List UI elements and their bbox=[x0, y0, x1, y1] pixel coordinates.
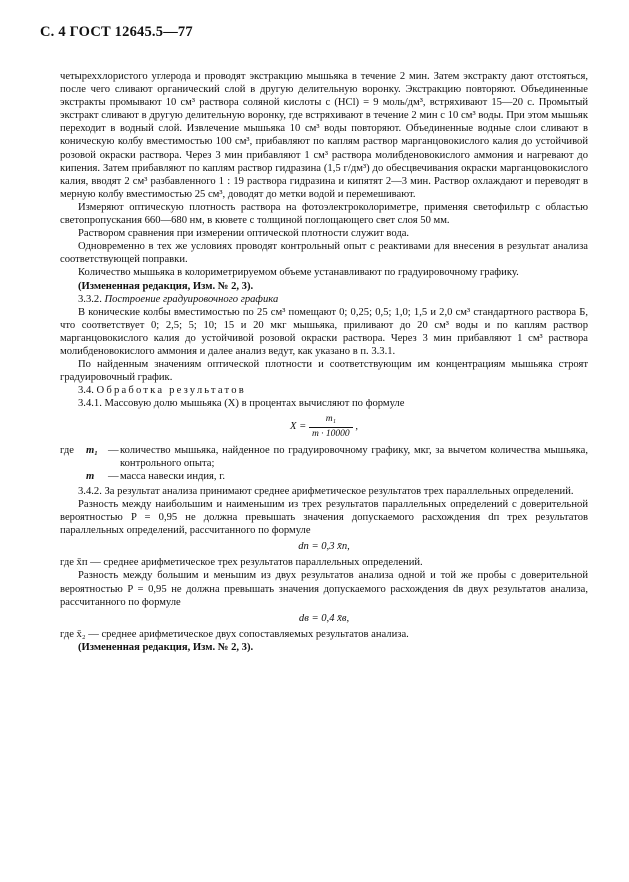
paragraph-arsenic-amount: Количество мышьяка в колориметрируемом объеме устанавливают по градуировочному графику. bbox=[78, 267, 519, 279]
definition-symbol-m: m bbox=[86, 470, 95, 482]
paragraph-calibration: В конические колбы вместимостью по 25 см³ помещают 0; 0,25; 0,5; 1,0; 1,5 и 2,0 см³ стандартного раствора Б, что соответствует 0; 2,5; 5; 10; 15 и 20 мкг мышьяка, приливают до 20 см³ воды и по каплям раствор марганцовокислого калия до устойчивой розовой окраски раствора. Через 3 мин прибавляют 1 см³ раствора молибденовокислого аммония и далее анализ ведут, как указано в п. 3.3.1. bbox=[60, 306, 588, 357]
definition-text-m: масса навески индия, г. bbox=[120, 470, 226, 482]
definition-text-m1: количество мышьяка, найденное по градуировочному графику, мкг, за вычетом количества мышьяка, контрольного опыта; bbox=[120, 444, 588, 469]
formula-definitions bbox=[60, 444, 588, 483]
formula-dp: dп = 0,3 x̄п, bbox=[298, 541, 350, 553]
paragraph-reference-solution: Раствором сравнения при измерении оптической плотности служит вода. bbox=[78, 228, 410, 240]
paragraph-dp-definition: где x̄п — среднее арифметическое трех результатов параллельных определений. bbox=[60, 557, 423, 569]
edit-note-1: (Измененная редакция, Изм. № 2, 3). bbox=[78, 280, 254, 292]
paragraph-control-test: Одновременно в тех же условиях проводят контрольный опыт с реактивами для внесения в результат анализа соответствующей поправки. bbox=[60, 241, 588, 266]
paragraph-extraction: четыреххлористого углерода и проводят экстракцию мышьяка в течение 2 мин. Затем экстракту дают отстояться, после чего сливают органический слой в другую делительную воронку. Экстракцию повторяют. Объединенные экстракты промывают 10 см³ раствора соляной кислоты c (HCl) = 9 моль/дм³, встряхивают 15—20 с. Промытый экстракт сливают в другую делительную воронку, где встряхивают в течение 2 мин с 10 см³ воды. При этом мышьяк переходит в водный слой. Извлечение мышьяка 10 см³ воды повторяют. Объединенные водные слои сливают в коническую колбу вместимостью 100 см³, прибавляют по каплям раствор марганцовокислого калия до устойчивой розовой окраски раствора. Через 3 мин прибавляют 1 см³ раствора молибденовокислого аммония и нагревают до кипения. Затем прибавляют по каплям раствор гидразина (1,5 г/дм³) до обесцвечивания окраски марганцовокислого калия, вводят 2 см³ разбавленного 1 : 19 раствора гидразина и кипятят 2—3 мин. Раствор охлаждают и переводят в мерную колбу вместимостью 25 см³, доводят до метки водой и перемешивают. bbox=[60, 71, 588, 200]
paragraph-mass-fraction: 3.4.1. Массовую долю мышьяка (X) в процентах вычисляют по формуле bbox=[78, 398, 405, 410]
definition-symbol-m1: m₁ bbox=[86, 444, 98, 456]
paragraph-dv-definition: где x̄₂ — среднее арифметическое двух сопоставляемых результатов анализа. bbox=[60, 628, 409, 640]
formula-mass-fraction bbox=[60, 413, 588, 440]
definition-lead: где bbox=[60, 444, 74, 456]
formula-dv: dв = 0,4 x̄в, bbox=[298, 612, 350, 624]
definition-row bbox=[60, 470, 588, 483]
formula-lhs: X = bbox=[290, 421, 307, 433]
formula-numerator: m₁ bbox=[309, 413, 353, 427]
paragraph-calibration-graph: По найденным значениям оптической плотности и соответствующим им концентрациям мышьяка строят градуировочный график. bbox=[60, 359, 588, 384]
paragraph-3-4-2: 3.4.2. За результат анализа принимают среднее арифметическое результатов трех параллельных определений. bbox=[78, 485, 574, 497]
formula-comma: , bbox=[355, 421, 358, 433]
definition-row bbox=[60, 444, 588, 470]
section-3-4-heading bbox=[60, 384, 588, 397]
section-3-4-title: Обработка результатов bbox=[96, 385, 246, 397]
section-3-3-2-heading bbox=[60, 293, 588, 306]
edit-note-2: (Измененная редакция, Изм. № 2, 3). bbox=[78, 641, 254, 653]
section-3-3-2-title: Построение градуировочного графика bbox=[104, 293, 279, 305]
definition-dash: — bbox=[108, 470, 119, 482]
formula-fraction bbox=[309, 413, 353, 440]
paragraph-parallel-difference: Разность между наибольшим и наименьшим из трех результатов параллельных определений с доверительной вероятностью P = 0,95 не должна превышать значения допускаемого расхождения dп трех результатов параллельных определений, рассчитанного по формуле bbox=[60, 499, 588, 537]
paragraph-analysis-difference: Разность между большим и меньшим из двух результатов анализа одной и той же пробы с доверительной вероятностью P = 0,95 не должна превышать значения допускаемого расхождения dв двух результатов анализа, рассчитанного по формуле bbox=[60, 570, 588, 608]
section-3-4-number: 3.4. bbox=[78, 385, 94, 397]
paragraph-optical-density: Измеряют оптическую плотность раствора на фотоэлектроколориметре, применяя светофильтр с областью светопропускания 660—680 нм, в кювете с толщиной поглощающего свет слоя 50 мм. bbox=[60, 201, 588, 227]
section-3-3-2-number: 3.3.2. bbox=[78, 293, 102, 305]
document-body bbox=[60, 70, 588, 654]
formula-denominator: m · 10000 bbox=[311, 428, 350, 439]
definition-dash: — bbox=[108, 444, 119, 456]
page-header: С. 4 ГОСТ 12645.5—77 bbox=[40, 24, 193, 40]
